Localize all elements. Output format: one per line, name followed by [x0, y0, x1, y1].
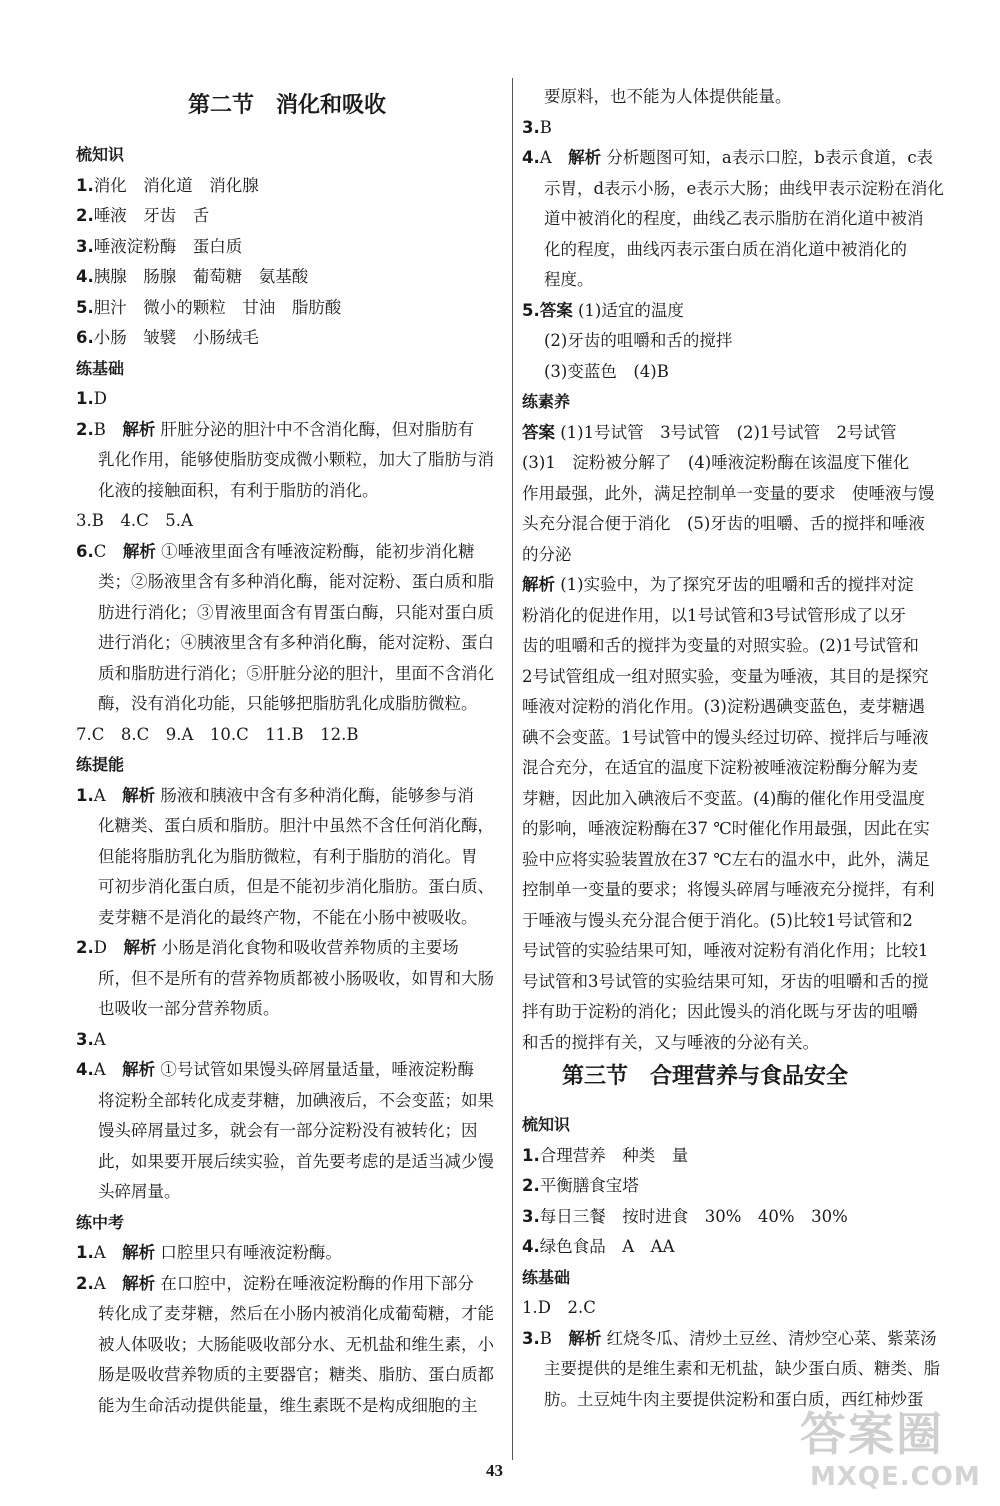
- item-number: 4.: [522, 148, 540, 167]
- line-text: 7.C 8.C 9.A 10.C 11.B 12.B: [76, 724, 359, 744]
- item-number: 3.: [522, 1328, 540, 1348]
- text-line: [76, 511, 193, 531]
- item-number: 1.: [76, 175, 94, 195]
- text-line: [98, 1335, 494, 1355]
- text-line: [522, 1329, 937, 1349]
- line-text: 馒头碎屑量过多，就会有一部分淀粉没有被转化；因: [98, 1121, 478, 1140]
- label-keyword: 答案: [522, 422, 555, 442]
- text-line: [522, 1237, 675, 1257]
- text-line: [76, 237, 242, 257]
- item-number: 4.: [522, 1237, 540, 1256]
- text-line: [76, 298, 341, 318]
- text-line: [522, 1146, 688, 1166]
- label-keyword: 解析: [122, 541, 156, 561]
- line-text: 齿的咀嚼和舌的搅拌为变量的对照实验。(2)1号试管和: [522, 636, 919, 655]
- text-line: [76, 389, 107, 409]
- text-line: [98, 1091, 494, 1111]
- text-line: [98, 969, 494, 989]
- text-line: [76, 1274, 474, 1294]
- item-number: 1.: [522, 1145, 540, 1165]
- label-keyword: 答案: [539, 300, 573, 320]
- line-text-rest: (1)实验中，为了探究牙齿的咀嚼和舌的搅拌对淀: [560, 575, 914, 594]
- item-number: 5.: [76, 297, 94, 317]
- text-line: [76, 1243, 342, 1263]
- line-text: 唾液淀粉酶 蛋白质: [93, 236, 243, 256]
- line-text: B: [539, 1328, 569, 1348]
- line-text: 化液的接触面积，有利于脂肪的消化。: [98, 480, 379, 500]
- text-line: [522, 545, 572, 565]
- text-line: [522, 850, 930, 870]
- line-text: (3)变蓝色 (4)B: [544, 361, 669, 381]
- item-number: 2.: [522, 1176, 540, 1195]
- subsection-heading: 练素养: [522, 392, 571, 411]
- line-text: C: [93, 541, 123, 561]
- text-line: [522, 941, 929, 961]
- line-text: 2号试管组成一组对照实验，变量为唾液，其目的是探究: [522, 666, 929, 686]
- line-text: 头碎屑量。: [98, 1182, 181, 1201]
- line-text: A: [539, 148, 569, 167]
- text-line: [544, 331, 732, 351]
- watermark-stamp: 答案圈: [800, 1407, 944, 1461]
- line-text: 被人体吸收；大肠能吸收部分水、无机盐和维生素，小: [98, 1334, 494, 1354]
- text-line: [76, 542, 475, 562]
- line-text: (3)1 淀粉被分解了 (4)唾液淀粉酶在该温度下催化: [522, 453, 910, 472]
- text-line: [522, 301, 684, 321]
- text-line: [98, 481, 379, 501]
- item-number: 3.: [76, 1029, 94, 1049]
- text-line: [98, 1396, 478, 1416]
- line-text: A: [93, 1243, 123, 1262]
- line-text: 道中被消化的程度，曲线乙表示脂肪在消化道中被消: [544, 209, 924, 228]
- line-text: 肪进行消化；③胃液里面含有胃蛋白酶，只能对蛋白质: [98, 602, 494, 622]
- text-line: [522, 148, 933, 168]
- text-line: [98, 816, 494, 836]
- line-text: 号试管的实验结果可知，唾液对淀粉有消化作用；比较1: [522, 941, 929, 960]
- line-text: 胰腺 肠腺 葡萄糖 氨基酸: [93, 267, 309, 286]
- line-text: D: [93, 938, 124, 957]
- text-line: [522, 1033, 819, 1053]
- line-text: B: [539, 117, 552, 137]
- line-text: A: [93, 1060, 123, 1079]
- text-line: [98, 633, 494, 653]
- item-number: 3.: [76, 236, 94, 256]
- text-line: [522, 453, 909, 473]
- text-line: [544, 240, 907, 260]
- line-text: 混合充分，在适宜的温度下淀粉被唾液淀粉酶分解为麦: [522, 758, 918, 777]
- section-title: 第三节 合理营养与食品安全: [562, 1064, 849, 1089]
- text-line: [98, 664, 494, 684]
- label-keyword: 解析: [123, 938, 157, 957]
- text-line: [544, 209, 924, 229]
- text-line: [522, 636, 919, 656]
- line-text: D: [93, 389, 107, 408]
- line-text: 主要提供的是维生素和无机盐，缺少蛋白质、糖类、脂: [544, 1359, 940, 1378]
- text-line: [544, 270, 594, 290]
- item-number: 2.: [76, 206, 94, 225]
- text-line: [98, 908, 478, 928]
- text-line: [544, 1359, 940, 1379]
- line-text: 可初步消化蛋白质，但是不能初步消化脂肪。蛋白质、: [98, 877, 494, 896]
- text-line: [522, 514, 925, 534]
- line-text: 化的程度，曲线丙表示蛋白质在消化道中被消化的: [544, 239, 907, 259]
- line-text: 合理营养 种类 量: [539, 1145, 689, 1165]
- text-line: [522, 1298, 596, 1318]
- line-text: 要原料，也不能为人体提供能量。: [544, 87, 792, 106]
- text-line: [98, 847, 478, 867]
- line-text: 进行消化；④胰液里含有多种消化酶，能对淀粉、蛋白: [98, 633, 494, 652]
- text-line: [522, 1207, 848, 1227]
- line-text: 所，但不是所有的营养物质都被小肠吸收，如胃和大肠: [98, 968, 494, 988]
- text-line: [76, 938, 459, 958]
- line-text: 化糖类、蛋白质和脂肪。胆汁中虽然不含任何消化酶，: [98, 816, 494, 835]
- line-text: (2)牙齿的咀嚼和舌的搅拌: [544, 331, 733, 350]
- text-line: [98, 1152, 494, 1172]
- line-text: A: [93, 1029, 106, 1049]
- line-text: 于唾液与馒头充分混合便于消化。(5)比较1号试管和2: [522, 910, 913, 930]
- label-keyword: 解析: [122, 419, 156, 439]
- text-line: [98, 1365, 494, 1385]
- text-line: [76, 725, 359, 745]
- subsection-heading: 练基础: [76, 358, 125, 378]
- label-keyword: 解析: [122, 1273, 156, 1293]
- text-line: [76, 1030, 106, 1050]
- item-number: 1.: [76, 785, 94, 805]
- item-number: 6.: [76, 541, 94, 561]
- text-line: [544, 179, 944, 199]
- watermark-url: MXQE.COM: [810, 1462, 981, 1492]
- line-text: 控制单一变量的要求；将馒头碎屑与唾液充分搅拌，有利: [522, 880, 935, 899]
- line-text: 能为生命活动提供能量，维生素既不是构成细胞的主: [98, 1395, 478, 1415]
- item-number: 3.: [522, 1206, 540, 1226]
- line-text: A: [93, 785, 123, 805]
- line-text: 平衡膳食宝塔: [539, 1176, 639, 1195]
- label-keyword: 解析: [122, 785, 156, 805]
- line-text: 每日三餐 按时进食 30% 40% 30%: [539, 1206, 848, 1226]
- text-line: [98, 999, 280, 1019]
- item-number: 3.: [522, 117, 540, 137]
- line-text: 消化 消化道 消化腺: [93, 175, 259, 195]
- line-text-rest: ①唾液里面含有唾液淀粉酶，能初步消化糖: [161, 541, 475, 561]
- text-line: [522, 880, 935, 900]
- text-line: [544, 87, 792, 107]
- label-keyword: 解析: [122, 1060, 156, 1079]
- item-number: 1.: [76, 389, 94, 408]
- item-number: 5.: [522, 300, 540, 320]
- line-text-rest: (1)适宜的温度: [578, 300, 684, 320]
- line-text-rest: 红烧冬瓜、清炒土豆丝、清炒空心菜、紫菜汤: [606, 1328, 937, 1348]
- item-number: 4.: [76, 1060, 94, 1079]
- text-line: [522, 423, 897, 443]
- text-line: [98, 877, 494, 897]
- item-number: 2.: [76, 938, 94, 957]
- text-line: [76, 420, 474, 440]
- text-line: [98, 1304, 494, 1324]
- text-line: [522, 728, 929, 748]
- line-text: 转化成了麦芽糖，然后在小肠内被消化成葡萄糖，才能: [98, 1304, 494, 1323]
- line-text: 拌有助于淀粉的消化；因此馒头的消化既与牙齿的咀嚼: [522, 1002, 918, 1021]
- line-text: 碘不会变蓝。1号试管中的馒头经过切碎、搅拌后与唾液: [522, 727, 929, 747]
- text-line: [76, 206, 209, 226]
- line-text: 绿色食品 A AA: [539, 1237, 675, 1256]
- subsection-heading: 练提能: [76, 755, 125, 774]
- text-line: [76, 1060, 474, 1080]
- text-line: [544, 362, 669, 382]
- line-text-rest: 在口腔中，淀粉在唾液淀粉酶的作用下部分: [160, 1273, 474, 1293]
- item-number: 4.: [76, 267, 94, 286]
- line-text: 肪。土豆炖牛肉主要提供淀粉和蛋白质，西红柿炒蛋: [544, 1389, 924, 1409]
- text-line: [522, 1176, 639, 1196]
- text-line: [522, 819, 930, 839]
- text-line: [98, 572, 494, 592]
- line-text: 也吸收一部分营养物质。: [98, 999, 280, 1018]
- text-line: [522, 758, 918, 778]
- line-text-rest: 分析题图可知，a表示口腔，b表示食道，c表: [606, 148, 934, 167]
- text-line: [98, 694, 478, 714]
- line-text: 的分泌: [522, 544, 572, 564]
- text-line: [76, 267, 308, 287]
- text-line: [522, 789, 925, 809]
- line-text: 号试管和3号试管的实验结果可知，牙齿的咀嚼和舌的搅: [522, 971, 929, 991]
- line-text: B: [93, 419, 123, 439]
- line-text: 唾液 牙齿 舌: [93, 206, 210, 225]
- line-text: 但能将脂肪乳化为脂肪微粒，有利于脂肪的消化。胃: [98, 846, 478, 866]
- line-text: 质和脂肪进行消化；⑤肝脏分泌的胆汁，里面不含消化: [98, 663, 494, 683]
- column-divider: [512, 78, 513, 1460]
- line-text: 头充分混合便于消化 (5)牙齿的咀嚼、舌的搅拌和唾液: [522, 514, 925, 533]
- subsection-heading: 梳知识: [76, 145, 125, 164]
- text-line: [76, 176, 259, 196]
- line-text-rest: 口腔里只有唾液淀粉酶。: [160, 1243, 342, 1262]
- text-line: [522, 118, 552, 138]
- text-line: [98, 603, 494, 623]
- line-text: 1.D 2.C: [522, 1298, 596, 1317]
- line-text-rest: 小肠是消化食物和吸收营养物质的主要场: [161, 938, 459, 957]
- line-text-rest: ①号试管如果馒头碎屑量适量，唾液淀粉酶: [160, 1060, 474, 1079]
- item-number: 2.: [76, 1273, 94, 1293]
- text-line: [76, 786, 474, 806]
- line-text: 和舌的搅拌有关，又与唾液的分泌有关。: [522, 1032, 819, 1052]
- line-text-rest: 肠液和胰液中含有多种消化酶，能够参与消: [160, 785, 474, 805]
- line-text: 验中应将实验装置放在37 ℃左右的温水中，此外，满足: [522, 849, 930, 869]
- text-line: [98, 1182, 181, 1202]
- line-text: 酶，没有消化功能，只能够把脂肪乳化成脂肪微粒。: [98, 694, 478, 713]
- line-text: 乳化作用，能够使脂肪变成微小颗粒，加大了脂肪与消: [98, 450, 494, 469]
- text-line: [76, 328, 259, 348]
- page-number: 43: [486, 1461, 503, 1480]
- line-text: 将淀粉全部转化成麦芽糖，加碘液后，不会变蓝；如果: [98, 1090, 494, 1110]
- line-text: 粉消化的促进作用，以1号试管和3号试管形成了以牙: [522, 605, 906, 625]
- line-text: 的影响，唾液淀粉酶在37 ℃时催化作用最强，因此在实: [522, 819, 930, 838]
- subsection-heading: 练中考: [76, 1212, 125, 1232]
- item-number: 6.: [76, 328, 94, 347]
- line-text: 作用最强，此外，满足控制单一变量的要求 使唾液与馒: [522, 483, 935, 503]
- line-text: 小肠 皱襞 小肠绒毛: [93, 328, 259, 347]
- line-text: 肠是吸收营养物质的主要器官；糖类、脂肪、蛋白质都: [98, 1365, 494, 1384]
- text-line: [522, 1002, 918, 1022]
- line-text: 示胃，d表示小肠，e表示大肠；曲线甲表示淀粉在消化: [544, 178, 944, 198]
- text-line: [522, 484, 935, 504]
- line-text: 胆汁 微小的颗粒 甘油 脂肪酸: [93, 297, 342, 317]
- subsection-heading: 练基础: [522, 1267, 571, 1287]
- text-line: [522, 606, 906, 626]
- line-text: 芽糖，因此加入碘液后不变蓝。(4)酶的催化作用受温度: [522, 788, 925, 808]
- label-keyword: 解析: [522, 575, 555, 594]
- line-text-rest: (1)1号试管 3号试管 (2)1号试管 2号试管: [560, 422, 897, 442]
- line-text: 此，如果要开展后续实验，首先要考虑的是适当减少馒: [98, 1151, 494, 1171]
- line-text: 3.B 4.C 5.A: [76, 511, 193, 530]
- text-line: [522, 575, 914, 595]
- text-line: [98, 1121, 478, 1141]
- text-line: [522, 667, 929, 687]
- section-title: 第二节 消化和吸收: [188, 93, 387, 118]
- text-line: [98, 450, 494, 470]
- subsection-heading: 梳知识: [522, 1115, 571, 1134]
- text-line: [522, 911, 913, 931]
- line-text: 类；②肠液里含有多种消化酶，能对淀粉、蛋白质和脂: [98, 572, 494, 591]
- text-line: [522, 697, 925, 717]
- line-text: 程度。: [544, 270, 594, 289]
- watermark-logo: [800, 1398, 990, 1498]
- text-line: [522, 972, 929, 992]
- line-text: A: [93, 1273, 123, 1293]
- line-text: 唾液对淀粉的消化作用。(3)淀粉遇碘变蓝色，麦芽糖遇: [522, 697, 925, 716]
- line-text: 麦芽糖不是消化的最终产物，不能在小肠中被吸收。: [98, 907, 478, 927]
- label-keyword: 解析: [568, 148, 602, 167]
- item-number: 2.: [76, 419, 94, 439]
- label-keyword: 解析: [568, 1328, 602, 1348]
- item-number: 1.: [76, 1243, 94, 1262]
- line-text-rest: 肝脏分泌的胆汁中不含消化酶，但对脂肪有: [160, 419, 475, 439]
- label-keyword: 解析: [122, 1243, 156, 1262]
